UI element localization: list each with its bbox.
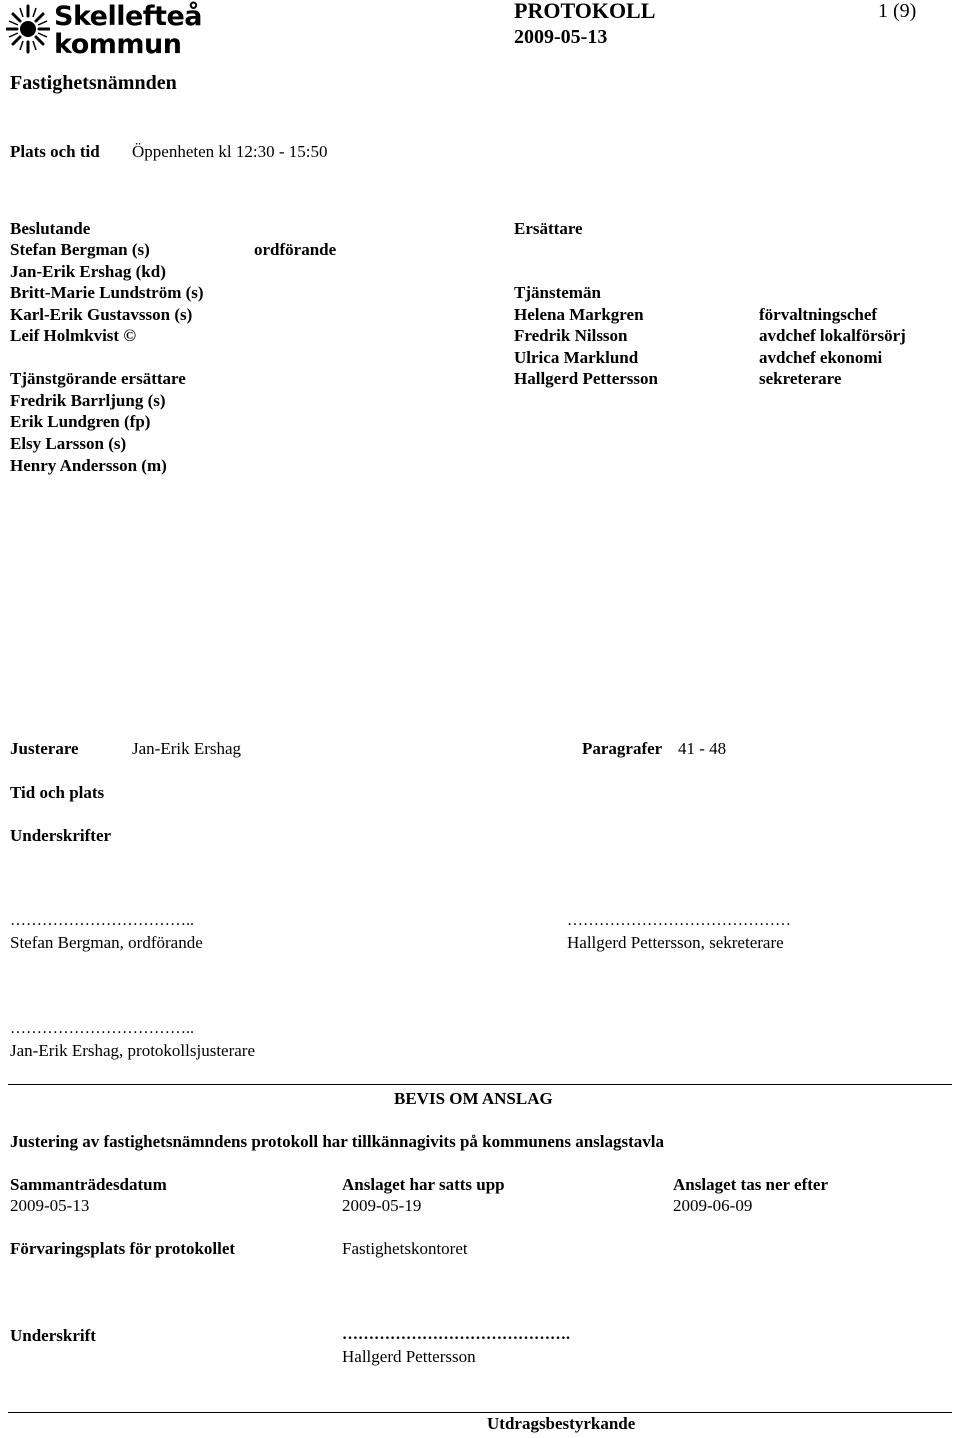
signature-name: Stefan Bergman, ordförande xyxy=(10,933,203,952)
substitute-name: Elsy Larsson (s) xyxy=(10,434,127,453)
protocol-date: 2009-05-13 xyxy=(514,26,608,48)
official-name: Helena Markgren xyxy=(514,305,644,324)
signature-name: Jan-Erik Ershag, protokollsjusterare xyxy=(10,1041,256,1060)
paragraf-label: Paragrafer xyxy=(582,739,663,758)
signature-label: Underskrift xyxy=(10,1326,96,1345)
meeting-label: Plats och tid xyxy=(10,142,100,161)
section-divider xyxy=(8,1412,952,1413)
bevis-heading: BEVIS OM ANSLAG xyxy=(394,1089,553,1108)
footer-label: Utdragsbestyrkande xyxy=(487,1414,636,1433)
meeting-value: Öppenheten kl 12:30 - 15:50 xyxy=(132,142,328,161)
bevis-statement: Justering av fastighetsnämndens protokoll har tillkännagivits på kommunens anslagstavla xyxy=(10,1132,664,1151)
tjanstemen-heading: Tjänstemän xyxy=(514,283,601,302)
logo-line-1: Skellefteå xyxy=(54,1,202,32)
signature-line: ……………………………………. xyxy=(342,1326,570,1343)
meeting-date-label: Sammanträdesdatum xyxy=(10,1175,167,1194)
substitute-name: Henry Andersson (m) xyxy=(10,456,167,475)
page-number: 1 (9) xyxy=(878,0,917,22)
storage-value: Fastighetskontoret xyxy=(342,1239,468,1258)
member-name: Jan-Erik Ershag (kd) xyxy=(10,262,166,281)
official-title: avdchef lokalförsörj xyxy=(759,326,906,345)
removal-date-value: 2009-06-09 xyxy=(673,1196,753,1215)
substitute-name: Erik Lundgren (fp) xyxy=(10,412,151,431)
official-title: sekreterare xyxy=(759,369,842,388)
underskrifter-label: Underskrifter xyxy=(10,826,112,845)
member-name: Leif Holmkvist © xyxy=(10,326,137,345)
sun-emblem-icon xyxy=(6,4,50,54)
substitute-name: Fredrik Barrljung (s) xyxy=(10,391,166,410)
official-title: förvaltningschef xyxy=(759,305,878,324)
tid-och-plats-label: Tid och plats xyxy=(10,783,105,802)
logo-line-2: kommun xyxy=(54,29,182,60)
member-name: Stefan Bergman (s) xyxy=(10,240,150,259)
signature-name: Hallgerd Pettersson, sekreterare xyxy=(567,933,784,952)
beslutande-heading: Beslutande xyxy=(10,219,91,238)
document-type: PROTOKOLL xyxy=(514,0,656,23)
section-divider xyxy=(8,1084,952,1085)
posted-date-value: 2009-05-19 xyxy=(342,1196,422,1215)
member-role: ordförande xyxy=(254,240,337,259)
official-title: avdchef ekonomi xyxy=(759,348,883,367)
official-name: Hallgerd Pettersson xyxy=(514,369,658,388)
paragraf-value: 41 - 48 xyxy=(678,739,727,758)
posted-date-label: Anslaget har satts upp xyxy=(342,1175,505,1194)
signature-line: …………………………….. xyxy=(10,1020,194,1037)
removal-date-label: Anslaget tas ner efter xyxy=(673,1175,829,1194)
tjanstgorande-heading: Tjänstgörande ersättare xyxy=(10,369,186,388)
official-name: Ulrica Marklund xyxy=(514,348,639,367)
signature-line: …………………………….. xyxy=(10,912,194,929)
justerare-label: Justerare xyxy=(10,739,79,758)
justerare-name: Jan-Erik Ershag xyxy=(132,739,242,758)
signature-name: Hallgerd Pettersson xyxy=(342,1347,476,1366)
meeting-date-value: 2009-05-13 xyxy=(10,1196,90,1215)
signature-line: …………………………………… xyxy=(567,912,791,929)
municipality-logo xyxy=(6,1,202,60)
member-name: Britt-Marie Lundström (s) xyxy=(10,283,204,302)
storage-label: Förvaringsplats för protokollet xyxy=(10,1239,236,1258)
organization-name: Fastighetsnämnden xyxy=(10,72,177,94)
official-name: Fredrik Nilsson xyxy=(514,326,628,345)
ersattare-heading: Ersättare xyxy=(514,219,583,238)
member-name: Karl-Erik Gustavsson (s) xyxy=(10,305,193,324)
